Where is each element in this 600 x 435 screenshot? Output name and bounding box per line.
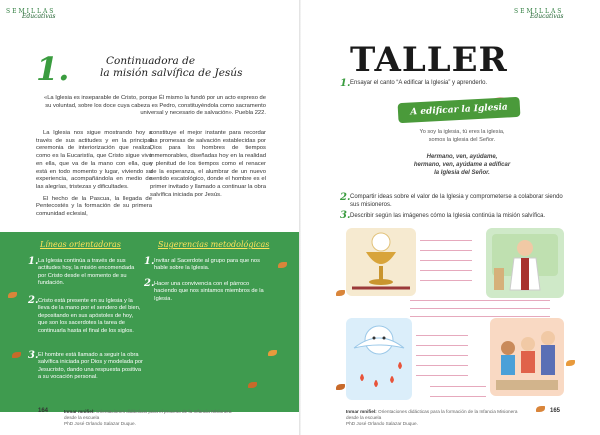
writing-line [416, 345, 468, 346]
writing-line [416, 355, 468, 356]
writing-line [416, 375, 468, 376]
item-num-2: 2. [340, 192, 351, 203]
leaf-icon [12, 352, 21, 358]
chalice-illustration [346, 228, 416, 296]
song-card [392, 97, 532, 189]
writing-line [410, 308, 550, 309]
dove-icon [346, 318, 412, 400]
writing-line [430, 396, 486, 397]
writing-line [410, 300, 550, 301]
song-line-2: somos la iglesia del Señor. [428, 137, 496, 143]
brand-logo: SEMILLAS Educativas [514, 8, 564, 20]
children-illustration [490, 318, 564, 396]
page-number-left: 164 [38, 408, 49, 414]
page-number-right: 165 [550, 408, 561, 414]
song-prayer-2: hermano, ven, ayúdame a edificar [413, 162, 511, 168]
sugerencias-num-2: 2. [144, 278, 155, 289]
priest-icon [486, 228, 564, 298]
sugerencias-item-1: Invitar al Sacerdote al grupo para que nos hable sobre la Iglesia. [154, 258, 260, 272]
lineas-item-3: El hombre está llamado a seguir la obra salvífica iniciada por Dios y modelada por Jesucristo, dando una respuesta positiva a su vocación personal. [38, 352, 143, 381]
section-number: 1. [36, 50, 70, 88]
writing-line [420, 260, 472, 261]
puebla-quote: «La Iglesia es inseparable de Cristo, porque Él mismo la fundó por un acto expreso de su voluntad, sobre los doce cuya cabeza es Pedro, constituyéndola como sacramento universal y necesario de salvación». Puebla 222. [43, 95, 266, 117]
sugerencias-title: Sugerencias metodológicas [158, 240, 270, 249]
body-column-2 [150, 130, 266, 203]
lineas-item-1: La Iglesia continúa a través de sus actitudes hoy, la misión encomendada por Cristo desde el momento de su fundación. [38, 258, 135, 287]
paragraph: El hecho de la Pascua, la llegada de Pentecostés y la formación de su primera comunidad eclesial, [36, 195, 152, 218]
writing-line [410, 316, 550, 317]
writing-line [420, 250, 472, 251]
paragraph: constituye el mejor instante para recordar las promesas de salvación establecidas por Dios para los hombres de tiempos inmemorables, diseñadas hoy en la realidad y plenitud de los tiempos como el renacer de la esperanza, el alumbrar de un nuevo sentido escatológico, donde el hombre es el primer invitado y llamado a continuar la obra salvífica iniciada por Jesús. [150, 130, 266, 198]
song-prayer-1: Hermano, ven, ayúdame, [426, 154, 498, 160]
taller-item-2: Compartir ideas sobre el valor de la Iglesia y comprometerse a colaborar siendo sus misioneros. [350, 194, 563, 208]
lineas-item-2: Cristo está presente en su Iglesia y la lleva de la mano por el sendero del bien, depositando en sus apóstoles de hoy, que son los sacerdotes la tarea de continuarla hasta el final de los siglos. [38, 298, 141, 334]
leaf-icon [278, 262, 287, 268]
taller-item-1: Ensayar el canto “A edificar la Iglesia” y aprenderlo. [350, 80, 488, 86]
writing-line [420, 280, 472, 281]
item-num-1: 1. [340, 78, 351, 89]
footer-left: Inmar mnifiel: Orientaciones didácticas para el proceso de la Infancia Misionera desde la escuela PhD José Orlando Salazar Duque. [64, 409, 232, 426]
brand-logo: SEMILLAS Educativas [6, 8, 56, 20]
lineas-title: Líneas orientadoras [40, 240, 121, 249]
writing-line [420, 270, 472, 271]
writing-line [416, 365, 468, 366]
writing-line [430, 386, 486, 387]
song-line-1: Yo soy la iglesia, tú eres la iglesia, [419, 129, 505, 135]
chalice-icon [346, 228, 416, 296]
song-prayer-3: la Iglesia del Señor. [434, 170, 490, 176]
taller-item-3: Describir según las imágenes cómo la Iglesia continúa la misión salvífica. [350, 213, 546, 219]
lineas-num-3: 3. [28, 350, 39, 361]
leaf-icon [8, 292, 17, 298]
sugerencias-num-1: 1. [144, 256, 155, 267]
writing-line [420, 240, 472, 241]
taller-title: TALLER [350, 40, 508, 80]
lineas-num-2: 2. [28, 295, 39, 306]
priest-illustration [486, 228, 564, 298]
children-icon [490, 318, 564, 396]
paragraph: La Iglesia nos sigue mostrando hoy a través de sus actitudes y en la principal ceremonia de interiorización que realiza, como es la Eucaristía, que Cristo sigue vivo en ella, que va de la mano con ella, que está en todo momento y lugar, viviendo su experiencia, acompañándola en medio de las alegrías, tristezas y dificultades. [36, 130, 152, 190]
section-heading [100, 55, 242, 79]
heading-line-2: la misión salvífica de Jesús [100, 67, 243, 79]
orientation-panel [0, 232, 299, 412]
body-column-1 [36, 130, 152, 223]
dove-illustration [346, 318, 412, 400]
leaf-icon [268, 350, 277, 356]
heading-line-1: Continuadora de [106, 55, 196, 67]
writing-line [416, 335, 468, 336]
lineas-num-1: 1. [28, 256, 39, 267]
song-banner: A edificar la Iglesia [398, 97, 521, 123]
footer-right: Inmar mnifiel: Orientaciones didácticas para la formación de la Infancia Misionera desde la escuela PhD José Orlando Salazar Duque. [346, 409, 518, 426]
item-num-3: 3. [340, 210, 351, 221]
sugerencias-item-2: Hacer una convivencia con el párroco haciendo que nos sintamos miembros de la Iglesia. [154, 281, 264, 302]
leaf-icon [248, 382, 257, 388]
